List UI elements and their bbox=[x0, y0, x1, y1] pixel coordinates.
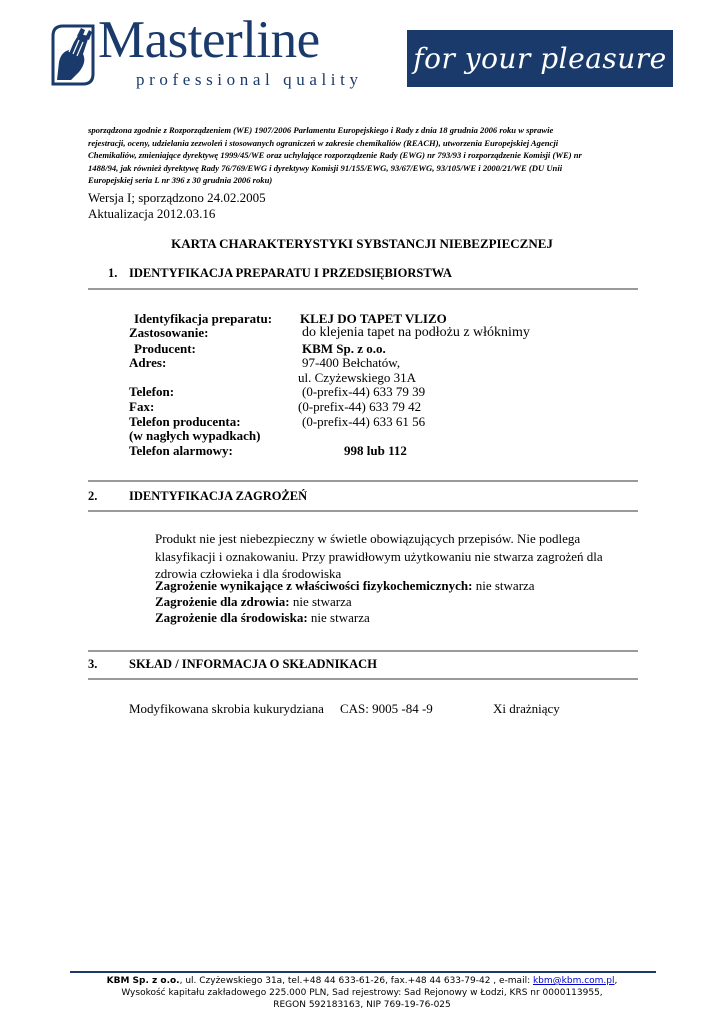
id-value-use: do klejenia tapet na podłożu z włóknimy bbox=[302, 325, 530, 340]
footer-divider bbox=[70, 971, 656, 973]
id-label-product: Identyfikacja preparatu: bbox=[134, 311, 273, 326]
id-label-use: Zastosowanie: bbox=[129, 325, 209, 340]
id-value-alarm-phone: 998 lub 112 bbox=[344, 443, 407, 458]
section-2-top-divider bbox=[88, 480, 638, 482]
component-classification: Xi drażniący bbox=[493, 701, 560, 716]
section-3-divider bbox=[88, 678, 638, 680]
id-label-phone: Telefon: bbox=[129, 384, 175, 399]
tagline-banner bbox=[407, 30, 673, 87]
id-value-product: KLEJ DO TAPET VLIZO bbox=[300, 311, 447, 326]
footer-line-3: REGON 592183163, NIP 769-19-76-025 bbox=[273, 1000, 451, 1010]
footer-email-link[interactable]: kbm@kbm.com.pl bbox=[532, 976, 615, 986]
component-name: Modyfikowana skrobia kukurydziana bbox=[129, 701, 324, 716]
footer-line-2: Wysokość kapitału zakładowego 225.000 PLN, Sad rejestrowy: Sad Rejonowy w Łodzi, KRS nr 0000113955, bbox=[121, 988, 603, 998]
id-label-address: Adres: bbox=[129, 355, 167, 370]
brand-name: Masterline bbox=[98, 11, 320, 69]
section-2-number: 2. bbox=[88, 489, 98, 503]
hazard-environment-value: nie stwarza bbox=[307, 610, 370, 625]
hazard-physchem bbox=[155, 577, 630, 595]
regulation-note: sporządzona zgodnie z Rozporządzeniem (WE) 1907/2006 Parlamentu Europejskiego i Rady z dnia 18 grudnia 2006 roku w sprawie rejestracji, oceny, udzielania zezwoleń i stosowanych ograniczeń w zakresie chemikaliów (REACH), utworzenia Europejskiej Agencji Chemikaliów, zmieniające dyrektywę 1999/45/WE oraz uchylające rozporządzenie Rady (EWG) nr 793/93 i rozporządzenie Komisji (WE) nr 1488/94, jak również dyrektywę Rady 76/769/EWG i dyrektywy Komisji 91/155/EWG, 93/67/EWG, 93/105/WE i 2000/21/WE (DU Unii Europejskiej seria L nr 396 z 30 grudnia 2006 roku) bbox=[88, 125, 582, 185]
id-value-address-city: 97-400 Bełchatów, bbox=[302, 355, 401, 370]
section-3-title: SKŁAD / INFORMACJA O SKŁADNIKACH bbox=[129, 657, 377, 671]
hazard-health-value: nie stwarza bbox=[289, 594, 352, 609]
footer-line-1 bbox=[0, 975, 724, 987]
hazard-environment bbox=[155, 609, 370, 627]
version-updated: Aktualizacja 2012.03.16 bbox=[88, 206, 216, 221]
brand-subtitle: professional quality bbox=[136, 70, 363, 89]
id-label-producer-phone: Telefon producenta: bbox=[129, 414, 241, 429]
id-label-fax: Fax: bbox=[129, 399, 155, 414]
hazard-physchem-value: nie stwarza bbox=[472, 578, 535, 593]
section-2-title: IDENTYFIKACJA ZAGROŻEŃ bbox=[129, 489, 308, 503]
hazard-physchem-label: Zagrożenie wynikające z właściwości fizykochemicznych: bbox=[155, 578, 473, 593]
section-1-title: IDENTYFIKACJA PREPARATU I PRZEDSIĘBIORSTWA bbox=[129, 266, 452, 280]
hazard-health bbox=[155, 593, 352, 611]
id-label-emergency-note: (w nagłych wypadkach) bbox=[129, 428, 261, 443]
id-value-address-street: ul. Czyżewskiego 31A bbox=[298, 370, 417, 385]
id-value-fax: (0-prefix-44) 633 79 42 bbox=[298, 399, 422, 414]
brush-hand-logo-icon bbox=[49, 22, 97, 88]
section-1-divider bbox=[88, 288, 638, 290]
version-info bbox=[88, 190, 266, 222]
id-value-phone: (0-prefix-44) 633 79 39 bbox=[302, 384, 426, 399]
version-created: Wersja I; sporządzono 24.02.2005 bbox=[88, 190, 266, 205]
footer-contact: , ul. Czyżewskiego 31a, tel.+48 44 633-61-26, fax.+48 44 633-79-42 , e-mail: bbox=[179, 976, 533, 986]
hazard-environment-label: Zagrożenie dla środowiska: bbox=[155, 610, 308, 625]
section-3-number: 3. bbox=[88, 657, 98, 671]
section-1-number: 1. bbox=[108, 266, 118, 280]
tagline: for your pleasure bbox=[413, 42, 667, 75]
id-value-producer-phone: (0-prefix-44) 633 61 56 bbox=[302, 414, 426, 429]
section-3-top-divider bbox=[88, 650, 638, 652]
section-2-divider bbox=[88, 510, 638, 512]
hazard-paragraph: Produkt nie jest niebezpieczny w świetle obowiązujących przepisów. Nie podlega klasyfikacji i oznakowaniu. Przy prawidłowym użytkowaniu nie stwarza zagrożeń dla zdrowia człowieka i dla środowiska bbox=[155, 531, 603, 581]
id-label-producer: Producent: bbox=[134, 341, 196, 356]
id-value-producer: KBM Sp. z o.o. bbox=[302, 341, 386, 356]
id-label-alarm-phone: Telefon alarmowy: bbox=[129, 443, 233, 458]
footer-comma: , bbox=[614, 976, 618, 986]
document-title: KARTA CHARAKTERYSTYKI SYBSTANCJI NIEBEZPIECZNEJ bbox=[171, 236, 553, 251]
footer-company: KBM Sp. z o.o. bbox=[106, 976, 180, 986]
footer bbox=[0, 975, 724, 1011]
component-cas: CAS: 9005 -84 -9 bbox=[340, 701, 433, 716]
hazard-health-label: Zagrożenie dla zdrowia: bbox=[155, 594, 290, 609]
